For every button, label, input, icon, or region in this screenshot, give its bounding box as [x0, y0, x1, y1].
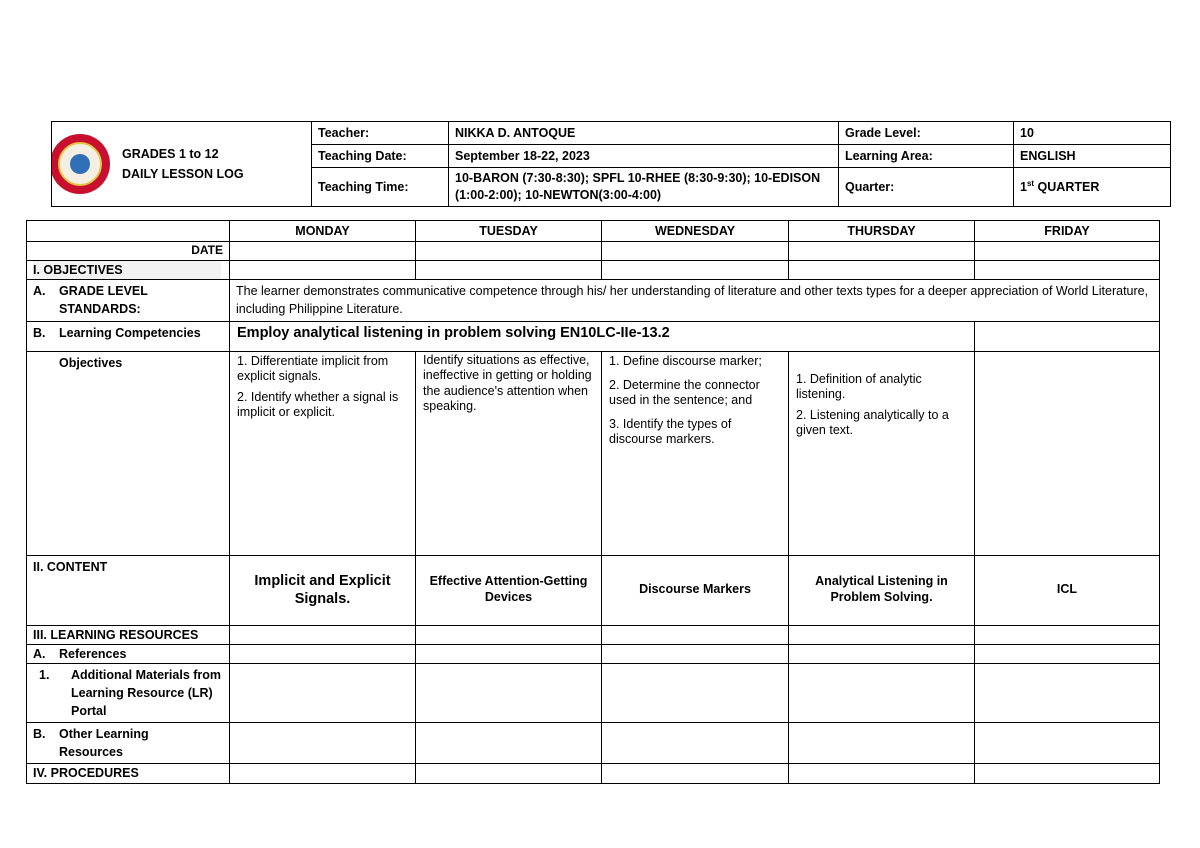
date-wednesday — [602, 242, 789, 261]
teacher-value: NIKKA D. ANTOQUE — [449, 122, 839, 145]
logo-cell — [52, 122, 312, 207]
content-thursday: Analytical Listening in Problem Solving. — [789, 555, 975, 625]
content-friday: ICL — [975, 555, 1160, 625]
content-row — [27, 555, 1160, 625]
teacher-label: Teacher: — [312, 122, 449, 145]
date-row — [27, 242, 1160, 261]
learning-competencies-row — [27, 321, 1160, 351]
teaching-time-value: 10-BARON (7:30-8:30); SPFL 10-RHEE (8:30-9:30); 10-EDISON (1:00-2:00); 10-NEWTON(3:00-4:00) — [449, 168, 839, 207]
other-resources-label: B. Other Learning Resources — [27, 723, 230, 764]
additional-materials-row — [27, 663, 1160, 722]
quarter-label: Quarter: — [839, 168, 1014, 207]
objectives-row — [27, 351, 1160, 555]
date-monday — [230, 242, 416, 261]
grade-level-label: Grade Level: — [839, 122, 1014, 145]
teaching-time-label: Teaching Time: — [312, 168, 449, 207]
objectives-thursday: 1. Definition of analytic listening. 2. Listening analytically to a given text. — [789, 351, 975, 555]
additional-materials-label: 1. Additional Materials from Learning Resource (LR) Portal — [27, 663, 230, 722]
date-tuesday — [416, 242, 602, 261]
grade-level-value: 10 — [1014, 122, 1171, 145]
content-wednesday: Discourse Markers — [602, 555, 789, 625]
log-title-line1: GRADES 1 to 12 — [122, 147, 219, 161]
learning-competencies-label: B. Learning Competencies — [27, 321, 230, 351]
day-friday: FRIDAY — [975, 221, 1160, 242]
date-thursday — [789, 242, 975, 261]
quarter-text: QUARTER — [1034, 180, 1100, 195]
learning-area-label: Learning Area: — [839, 145, 1014, 168]
content-tuesday: Effective Attention-Getting Devices — [416, 555, 602, 625]
quarter-value — [1014, 168, 1171, 207]
objectives-friday — [975, 351, 1160, 555]
learning-resources-label: III. LEARNING RESOURCES — [27, 625, 230, 644]
objectives-wednesday: 1. Define discourse marker; 2. Determine the connector used in the sentence; and 3. Identify the types of discourse markers. — [602, 351, 789, 555]
days-row — [27, 221, 1160, 242]
teaching-date-value: September 18-22, 2023 — [449, 145, 839, 168]
other-resources-row — [27, 723, 1160, 764]
quarter-number: 1 — [1020, 180, 1027, 195]
objectives-sub-label: Objectives — [27, 351, 230, 555]
header-table — [51, 121, 1171, 207]
log-title-line2: DAILY LESSON LOG — [122, 167, 244, 181]
day-thursday: THURSDAY — [789, 221, 975, 242]
deped-seal-icon — [52, 134, 111, 194]
objectives-label: I. OBJECTIVES — [27, 261, 230, 280]
learning-area-value: ENGLISH — [1014, 145, 1171, 168]
objectives-monday: 1. Differentiate implicit from explicit signals. 2. Identify whether a signal is implicit or explicit. — [230, 351, 416, 555]
references-row — [27, 644, 1160, 663]
procedures-row — [27, 764, 1160, 783]
day-monday: MONDAY — [230, 221, 416, 242]
corner-cell — [27, 221, 230, 242]
grade-level-standards-text: The learner demonstrates communicative competence through his/ her understanding of literature and other texts types for a deeper appreciation of World Literature, including Philippine Literature. — [230, 280, 1160, 321]
day-tuesday: TUESDAY — [416, 221, 602, 242]
teaching-date-label: Teaching Date: — [312, 145, 449, 168]
date-friday — [975, 242, 1160, 261]
procedures-label: IV. PROCEDURES — [27, 764, 230, 783]
content-label: II. CONTENT — [27, 555, 230, 625]
lesson-log-table — [26, 220, 1160, 784]
objectives-tuesday: Identify situations as effective, ineffective in getting or holding the audience's attention when speaking. — [416, 351, 602, 555]
references-label: A. References — [27, 644, 230, 663]
content-monday: Implicit and Explicit Signals. — [230, 555, 416, 625]
objectives-header-row — [27, 261, 1160, 280]
day-wednesday: WEDNESDAY — [602, 221, 789, 242]
grade-level-standards-label: A. GRADE LEVEL STANDARDS: — [27, 280, 230, 321]
learning-resources-row — [27, 625, 1160, 644]
date-label: DATE — [27, 242, 230, 261]
grade-level-standards-row — [27, 280, 1160, 321]
learning-competencies-text: Employ analytical listening in problem solving EN10LC-IIe-13.2 — [230, 321, 975, 351]
quarter-suffix: st — [1026, 178, 1035, 188]
